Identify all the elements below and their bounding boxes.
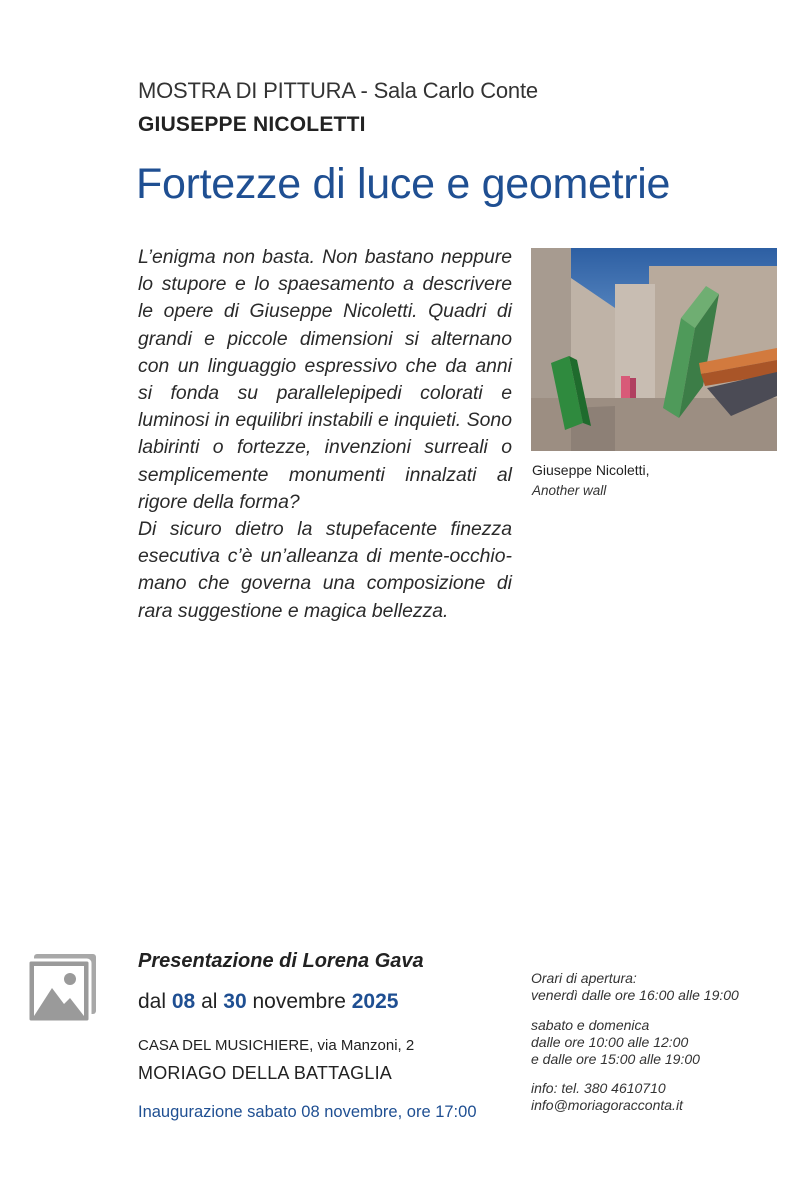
intro-paragraph-1: L’enigma non basta. Non bastano neppure lo stupore e lo spaesamento a descrivere le opere di Giuseppe Nicoletti. Quadri di grandi e piccole dimensioni si alternano con un linguaggio espressivo che da anni si fonda su parallelepipedi colorati e luminosi in equilibri instabili e inquieti. Sono labirinti o fortezze, invenzioni surreali o semplicemente monumenti innalzati al rigore della forma? xyxy=(138,246,512,513)
opening-hours xyxy=(531,970,781,1114)
intro-text xyxy=(138,244,512,625)
info-phone: info: tel. 380 4610710 xyxy=(531,1080,666,1096)
hours-weekend-afternoon: e dalle ore 15:00 alle 19:00 xyxy=(531,1051,700,1067)
intro-paragraph-2: Di sicuro dietro la stupefacente finezza esecutiva c’è un’alleanza di mente-occhio-mano che governa una composizione di rara suggestione e magica bellezza. xyxy=(138,518,512,622)
artwork-image xyxy=(531,248,777,451)
presentation-line: Presentazione di Lorena Gava xyxy=(138,950,424,972)
exhibition-dates xyxy=(138,990,398,1014)
date-end: 30 xyxy=(223,990,247,1013)
venue-address: CASA DEL MUSICHIERE, via Manzoni, 2 xyxy=(138,1037,415,1054)
artwork-caption-title: Another wall xyxy=(532,483,607,498)
hours-friday: venerdì dalle ore 16:00 alle 19:00 xyxy=(531,987,739,1003)
date-prefix: dal xyxy=(138,990,167,1013)
inauguration-line: Inaugurazione sabato 08 novembre, ore 17:00 xyxy=(138,1103,477,1121)
exhibition-title: Fortezze di luce e geometrie xyxy=(136,160,671,208)
date-mid: al xyxy=(201,990,218,1013)
image-placeholder-icon xyxy=(26,952,98,1024)
hours-weekend-label: sabato e domenica xyxy=(531,1017,650,1033)
artwork-caption-author: Giuseppe Nicoletti, xyxy=(532,462,650,478)
info-email: info@moriagoracconta.it xyxy=(531,1097,683,1113)
hours-weekend-morning: dalle ore 10:00 alle 12:00 xyxy=(531,1034,689,1050)
date-year: 2025 xyxy=(351,990,399,1013)
date-month: novembre xyxy=(252,990,346,1013)
venue-town: MORIAGO DELLA BATTAGLIA xyxy=(138,1063,392,1083)
date-start: 08 xyxy=(171,990,196,1013)
artist-name: GIUSEPPE NICOLETTI xyxy=(138,113,366,136)
hours-heading: Orari di apertura: xyxy=(531,970,637,986)
exhibition-kicker: MOSTRA DI PITTURA - Sala Carlo Conte xyxy=(138,78,538,103)
